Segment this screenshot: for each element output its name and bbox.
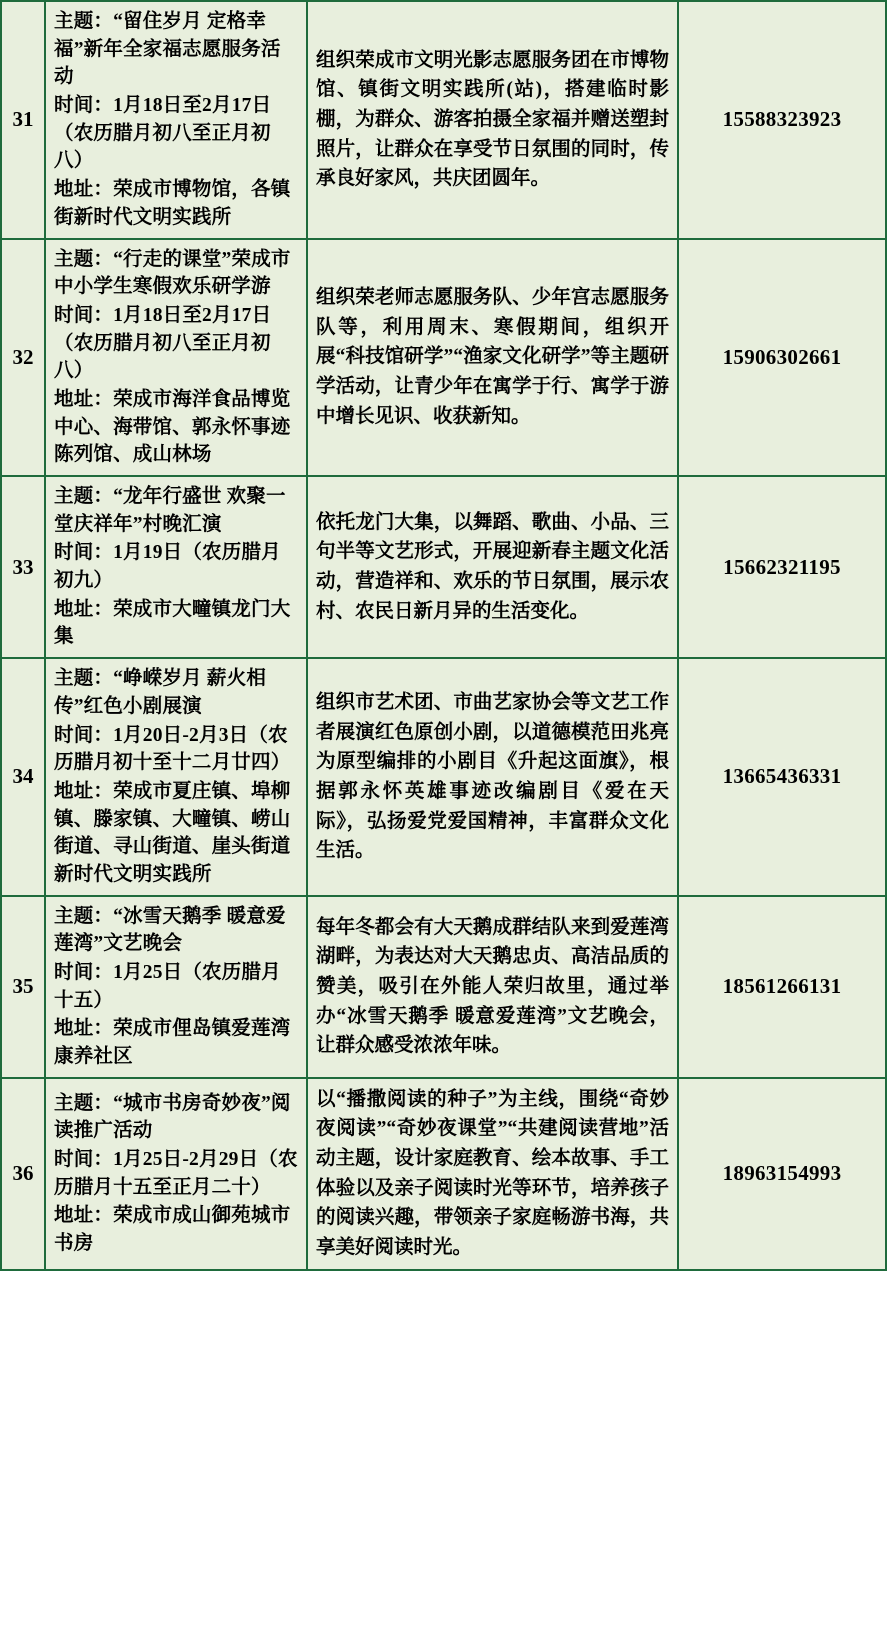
- detail-line: 主题：“行走的课堂”荣成市中小学生寒假欢乐研学游: [54, 248, 291, 298]
- detail-line: 主题：“留住岁月 定格幸福”新年全家福志愿服务活动: [54, 11, 281, 88]
- row-description: 组织市艺术团、市曲艺家协会等文艺工作者展演红色原创小剧，以道德模范田兆亮为原型编排的小剧目《升起这面旗》，根据郭永怀英雄事迹改编剧目《爱在天际》，弘扬爱党爱国精神，丰富群众文化生活。: [307, 658, 678, 896]
- detail-line: 主题：“龙年行盛世 欢聚一堂庆祥年”村晚汇演: [54, 486, 286, 535]
- detail-line: 时间：1月18日至2月17日（农历腊月初八至正月初八）: [54, 95, 272, 172]
- row-detail: [45, 1, 307, 239]
- detail-line: 地址：荣成市海洋食品博览中心、海带馆、郭永怀事迹陈列馆、成山林场: [54, 388, 291, 466]
- row-detail: [45, 896, 307, 1078]
- detail-line: 主题：“峥嵘岁月 薪火相传”红色小剧展演: [54, 668, 267, 717]
- row-phone: 15906302661: [678, 239, 886, 477]
- row-index: 31: [1, 1, 45, 239]
- row-index: 34: [1, 658, 45, 896]
- detail-line: 地址：荣成市俚岛镇爱莲湾康养社区: [54, 1018, 291, 1068]
- row-detail: [45, 476, 307, 658]
- table-row: [1, 658, 886, 896]
- detail-line: 主题：“冰雪天鹅季 暖意爱莲湾”文艺晚会: [54, 905, 286, 955]
- detail-line: 时间：1月20日-2月3日（农历腊月初十至十二月廿四）: [54, 724, 291, 774]
- table-body: [1, 1, 886, 1270]
- detail-line: 时间：1月18日至2月17日（农历腊月初八至正月初八）: [54, 304, 272, 382]
- row-description: 每年冬都会有大天鹅成群结队来到爱莲湾湖畔，为表达对大天鹅忠贞、高洁品质的赞美，吸引在外能人荣归故里，通过举办“冰雪天鹅季 暖意爱莲湾”文艺晚会，让群众感受浓浓年味。: [307, 896, 678, 1078]
- row-description: 依托龙门大集，以舞蹈、歌曲、小品、三句半等文艺形式，开展迎新春主题文化活动，营造祥和、欢乐的节日氛围，展示农村、农民日新月异的生活变化。: [307, 476, 678, 658]
- row-index: 35: [1, 896, 45, 1078]
- detail-line: 时间：1月25日-2月29日（农历腊月十五至正月二十）: [54, 1148, 298, 1198]
- table-row: [1, 1, 886, 239]
- table-row: [1, 239, 886, 477]
- table-row: [1, 476, 886, 658]
- row-description: 组织荣成市文明光影志愿服务团在市博物馆、镇街文明实践所(站)，搭建临时影棚，为群众、游客拍摄全家福并赠送塑封照片，让群众在享受节日氛围的同时，传承良好家风，共庆团圆年。: [307, 1, 678, 239]
- table-row: [1, 896, 886, 1078]
- row-phone: 15662321195: [678, 476, 886, 658]
- row-detail: [45, 658, 307, 896]
- row-phone: 18963154993: [678, 1078, 886, 1270]
- detail-line: 地址：荣成市夏庄镇、埠柳镇、滕家镇、大疃镇、崂山街道、寻山街道、崖头街道新时代文明实践所: [54, 780, 291, 885]
- row-detail: [45, 239, 307, 477]
- row-detail: [45, 1078, 307, 1270]
- detail-line: 时间：1月25日（农历腊月十五）: [54, 962, 281, 1011]
- row-phone: 13665436331: [678, 658, 886, 896]
- detail-line: 主题：“城市书房奇妙夜”阅读推广活动: [54, 1092, 291, 1142]
- detail-line: 时间：1月19日（农历腊月初九）: [54, 542, 281, 592]
- detail-line: 地址：荣成市成山御苑城市书房: [54, 1205, 291, 1254]
- row-index: 32: [1, 239, 45, 477]
- row-phone: 15588323923: [678, 1, 886, 239]
- row-description: 以“播撒阅读的种子”为主线，围绕“奇妙夜阅读”“奇妙夜课堂”“共建阅读营地”活动主题，设计家庭教育、绘本故事、手工体验以及亲子阅读时光等环节，培养孩子的阅读兴趣，带领亲子家庭畅游书海，共享美好阅读时光。: [307, 1078, 678, 1270]
- detail-line: 地址：荣成市博物馆，各镇街新时代文明实践所: [54, 179, 291, 228]
- detail-line: 地址：荣成市大疃镇龙门大集: [54, 598, 291, 648]
- row-index: 33: [1, 476, 45, 658]
- table-row: [1, 1078, 886, 1270]
- row-description: 组织荣老师志愿服务队、少年宫志愿服务队等，利用周末、寒假期间，组织开展“科技馆研学”“渔家文化研学”等主题研学活动，让青少年在寓学于行、寓学于游中增长见识、收获新知。: [307, 239, 678, 477]
- row-index: 36: [1, 1078, 45, 1270]
- row-phone: 18561266131: [678, 896, 886, 1078]
